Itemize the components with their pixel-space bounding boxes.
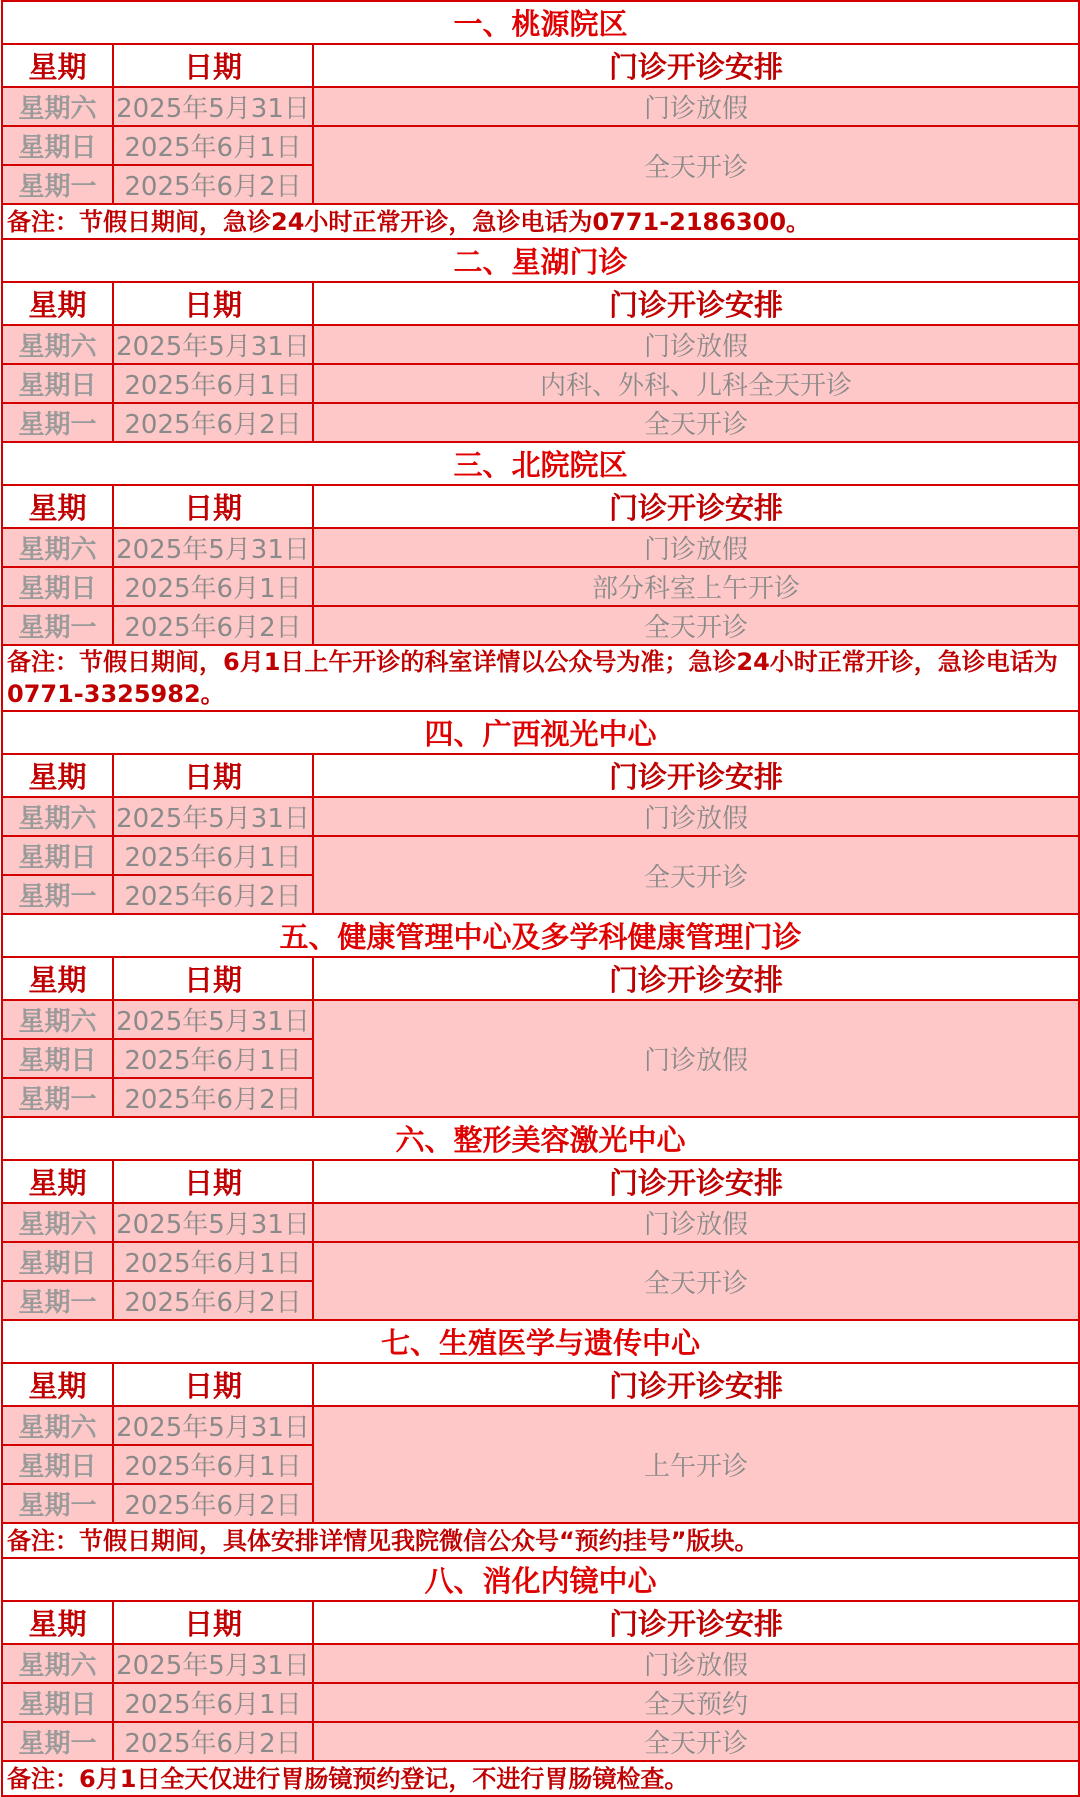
date-cell: 2025年5月31日 xyxy=(113,528,313,567)
header-weekday: 星期 xyxy=(2,1601,113,1644)
date-cell: 2025年6月2日 xyxy=(113,1484,313,1523)
weekday-cell: 星期日 xyxy=(2,1039,113,1078)
schedule-cell: 全天开诊 xyxy=(313,606,1079,645)
date-cell: 2025年6月1日 xyxy=(113,836,313,875)
section-title: 六、整形美容激光中心 xyxy=(2,1117,1079,1160)
section-title: 七、生殖医学与遗传中心 xyxy=(2,1320,1079,1363)
header-schedule: 门诊开诊安排 xyxy=(313,44,1079,87)
schedule-cell: 上午开诊 xyxy=(313,1406,1079,1523)
header-schedule: 门诊开诊安排 xyxy=(313,485,1079,528)
section-title: 五、健康管理中心及多学科健康管理门诊 xyxy=(2,914,1079,957)
schedule-cell: 门诊放假 xyxy=(313,1000,1079,1117)
date-cell: 2025年6月2日 xyxy=(113,165,313,204)
header-weekday: 星期 xyxy=(2,754,113,797)
header-weekday: 星期 xyxy=(2,485,113,528)
weekday-cell: 星期日 xyxy=(2,1445,113,1484)
weekday-cell: 星期日 xyxy=(2,364,113,403)
header-date: 日期 xyxy=(113,1601,313,1644)
header-date: 日期 xyxy=(113,1363,313,1406)
section-note: 备注：节假日期间，急诊24小时正常开诊，急诊电话为0771-2186300。 xyxy=(2,204,1079,239)
header-schedule: 门诊开诊安排 xyxy=(313,1160,1079,1203)
header-weekday: 星期 xyxy=(2,1363,113,1406)
date-cell: 2025年5月31日 xyxy=(113,1203,313,1242)
schedule-table xyxy=(1,0,1080,1797)
weekday-cell: 星期六 xyxy=(2,1406,113,1445)
date-cell: 2025年6月2日 xyxy=(113,606,313,645)
date-cell: 2025年6月2日 xyxy=(113,403,313,442)
header-date: 日期 xyxy=(113,957,313,1000)
header-weekday: 星期 xyxy=(2,282,113,325)
header-schedule: 门诊开诊安排 xyxy=(313,754,1079,797)
weekday-cell: 星期日 xyxy=(2,567,113,606)
weekday-cell: 星期日 xyxy=(2,1683,113,1722)
section-title: 三、北院院区 xyxy=(2,442,1079,485)
schedule-cell: 门诊放假 xyxy=(313,1203,1079,1242)
schedule-cell: 内科、外科、儿科全天开诊 xyxy=(313,364,1079,403)
section-title: 四、广西视光中心 xyxy=(2,711,1079,754)
weekday-cell: 星期一 xyxy=(2,1281,113,1320)
date-cell: 2025年6月1日 xyxy=(113,1039,313,1078)
header-weekday: 星期 xyxy=(2,1160,113,1203)
date-cell: 2025年6月2日 xyxy=(113,1722,313,1761)
date-cell: 2025年5月31日 xyxy=(113,1000,313,1039)
date-cell: 2025年6月1日 xyxy=(113,364,313,403)
schedule-cell: 门诊放假 xyxy=(313,87,1079,126)
schedule-cell: 门诊放假 xyxy=(313,325,1079,364)
weekday-cell: 星期一 xyxy=(2,403,113,442)
header-schedule: 门诊开诊安排 xyxy=(313,1601,1079,1644)
header-date: 日期 xyxy=(113,1160,313,1203)
header-schedule: 门诊开诊安排 xyxy=(313,957,1079,1000)
section-note: 备注：节假日期间，6月1日上午开诊的科室详情以公众号为准；急诊24小时正常开诊，急诊电话为0771-3325982。 xyxy=(2,645,1079,711)
schedule-cell: 部分科室上午开诊 xyxy=(313,567,1079,606)
weekday-cell: 星期日 xyxy=(2,126,113,165)
date-cell: 2025年5月31日 xyxy=(113,1644,313,1683)
schedule-cell: 门诊放假 xyxy=(313,1644,1079,1683)
schedule-cell: 全天开诊 xyxy=(313,836,1079,914)
header-weekday: 星期 xyxy=(2,44,113,87)
weekday-cell: 星期六 xyxy=(2,1644,113,1683)
weekday-cell: 星期日 xyxy=(2,836,113,875)
section-title: 二、星湖门诊 xyxy=(2,239,1079,282)
header-date: 日期 xyxy=(113,754,313,797)
date-cell: 2025年6月1日 xyxy=(113,1683,313,1722)
schedule-cell: 全天开诊 xyxy=(313,126,1079,204)
date-cell: 2025年5月31日 xyxy=(113,1406,313,1445)
weekday-cell: 星期六 xyxy=(2,528,113,567)
weekday-cell: 星期六 xyxy=(2,797,113,836)
header-date: 日期 xyxy=(113,44,313,87)
weekday-cell: 星期一 xyxy=(2,1722,113,1761)
date-cell: 2025年5月31日 xyxy=(113,87,313,126)
weekday-cell: 星期一 xyxy=(2,606,113,645)
date-cell: 2025年6月1日 xyxy=(113,1445,313,1484)
schedule-cell: 全天开诊 xyxy=(313,1722,1079,1761)
date-cell: 2025年5月31日 xyxy=(113,325,313,364)
weekday-cell: 星期一 xyxy=(2,875,113,914)
weekday-cell: 星期日 xyxy=(2,1242,113,1281)
header-schedule: 门诊开诊安排 xyxy=(313,1363,1079,1406)
header-weekday: 星期 xyxy=(2,957,113,1000)
date-cell: 2025年6月2日 xyxy=(113,875,313,914)
weekday-cell: 星期一 xyxy=(2,165,113,204)
section-title: 八、消化内镜中心 xyxy=(2,1558,1079,1601)
weekday-cell: 星期六 xyxy=(2,87,113,126)
weekday-cell: 星期六 xyxy=(2,325,113,364)
date-cell: 2025年6月1日 xyxy=(113,126,313,165)
section-title: 一、桃源院区 xyxy=(2,1,1079,44)
section-note: 备注：节假日期间，具体安排详情见我院微信公众号“预约挂号”版块。 xyxy=(2,1523,1079,1558)
weekday-cell: 星期一 xyxy=(2,1078,113,1117)
schedule-cell: 全天开诊 xyxy=(313,1242,1079,1320)
weekday-cell: 星期一 xyxy=(2,1484,113,1523)
date-cell: 2025年6月2日 xyxy=(113,1281,313,1320)
schedule-cell: 全天预约 xyxy=(313,1683,1079,1722)
section-note: 备注：6月1日全天仅进行胃肠镜预约登记，不进行胃肠镜检查。 xyxy=(2,1761,1079,1796)
header-date: 日期 xyxy=(113,485,313,528)
date-cell: 2025年6月1日 xyxy=(113,1242,313,1281)
date-cell: 2025年6月2日 xyxy=(113,1078,313,1117)
weekday-cell: 星期六 xyxy=(2,1000,113,1039)
weekday-cell: 星期六 xyxy=(2,1203,113,1242)
date-cell: 2025年5月31日 xyxy=(113,797,313,836)
header-schedule: 门诊开诊安排 xyxy=(313,282,1079,325)
header-date: 日期 xyxy=(113,282,313,325)
schedule-cell: 门诊放假 xyxy=(313,528,1079,567)
schedule-cell: 门诊放假 xyxy=(313,797,1079,836)
date-cell: 2025年6月1日 xyxy=(113,567,313,606)
schedule-cell: 全天开诊 xyxy=(313,403,1079,442)
